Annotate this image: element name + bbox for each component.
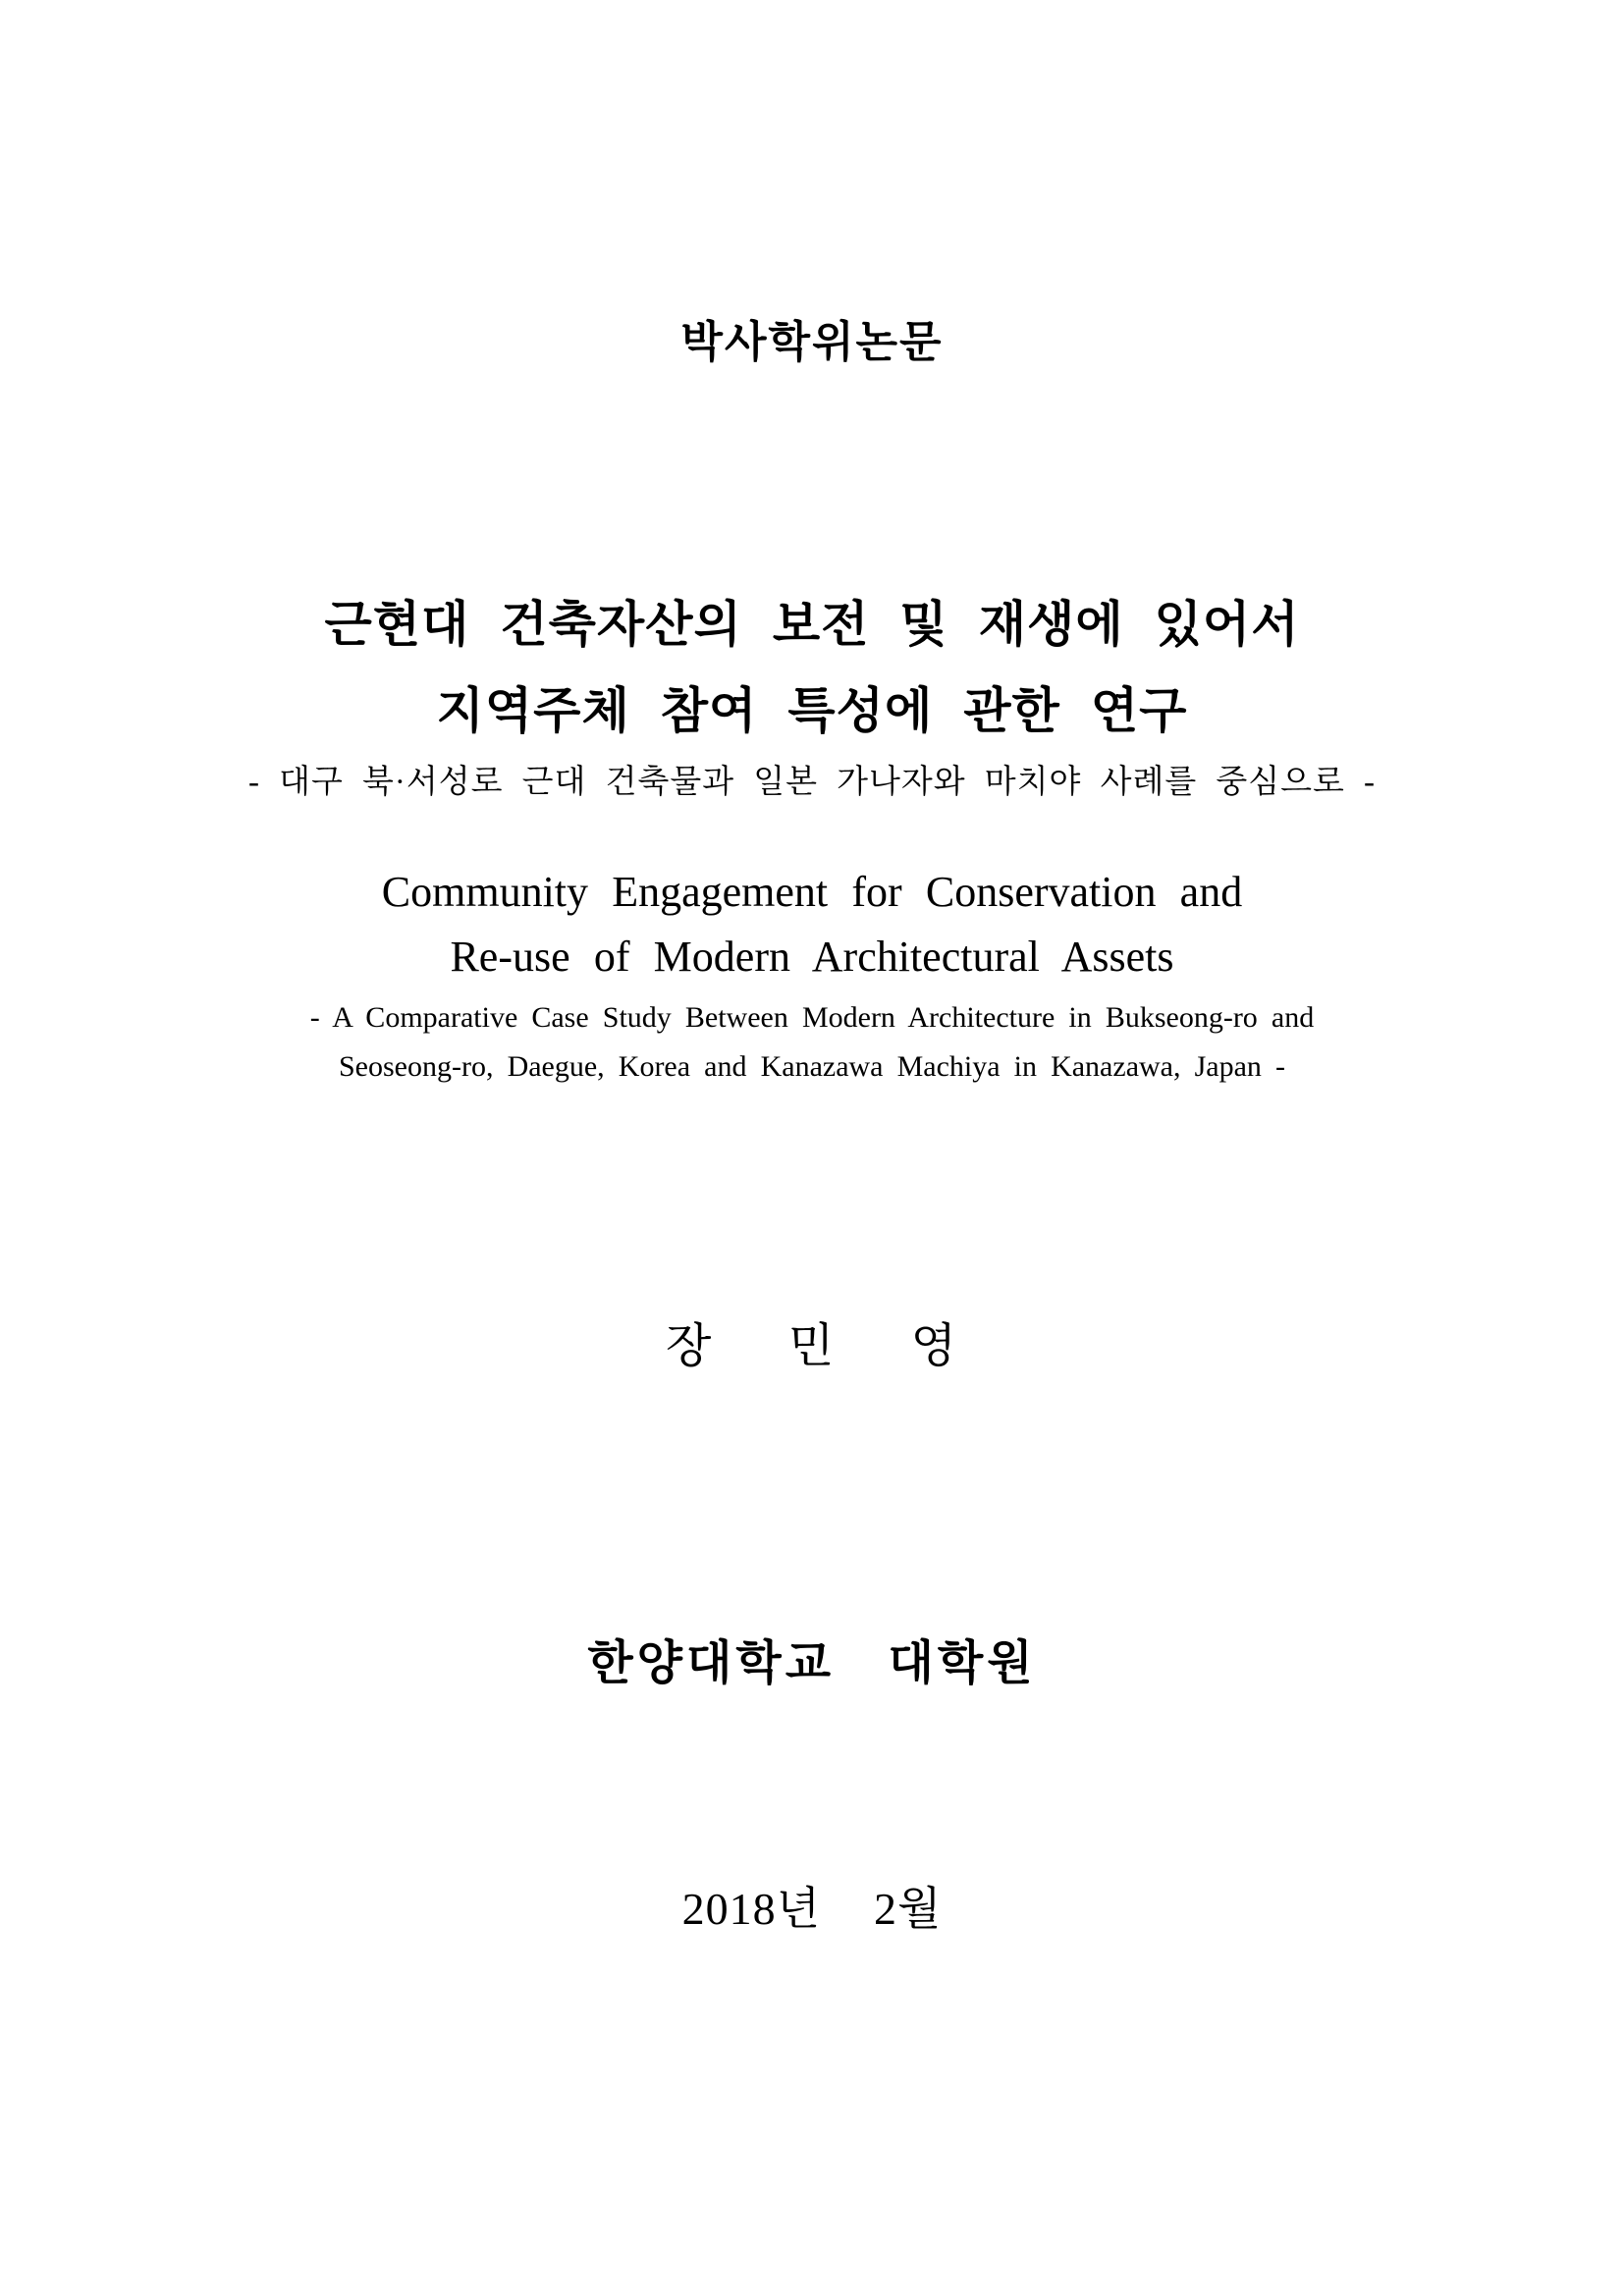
korean-title-line1: 근현대 건축자산의 보전 및 재생에 있어서 [324, 597, 1300, 652]
english-title [0, 860, 1624, 989]
korean-title-line2: 지역주체 참여 특성에 관한 연구 [436, 683, 1188, 738]
english-subtitle [0, 993, 1624, 1092]
institution-name: 한양대학교 대학원 [587, 1637, 1037, 1689]
english-subtitle-line2: Seoseong-ro, Daegue, Korea and Kanazawa Machiya in Kanazawa, Japan - [339, 1050, 1285, 1083]
author-name: 장 민 영 [666, 1320, 958, 1372]
english-subtitle-line1: - A Comparative Case Study Between Modern Architecture in Bukseong-ro and [309, 1001, 1315, 1034]
publication-date: 2018년 2월 [681, 1884, 943, 1934]
english-title-line2: Re-use of Modern Architectural Assets [450, 933, 1174, 981]
document-type-label: 박사학위논문 [680, 318, 944, 366]
korean-subtitle: - 대구 북·서성로 근대 건축물과 일본 가나자와 마치야 사례를 중심으로 - [247, 765, 1377, 800]
english-title-line1: Community Engagement for Conservation and [381, 868, 1243, 916]
korean-title [0, 581, 1624, 754]
